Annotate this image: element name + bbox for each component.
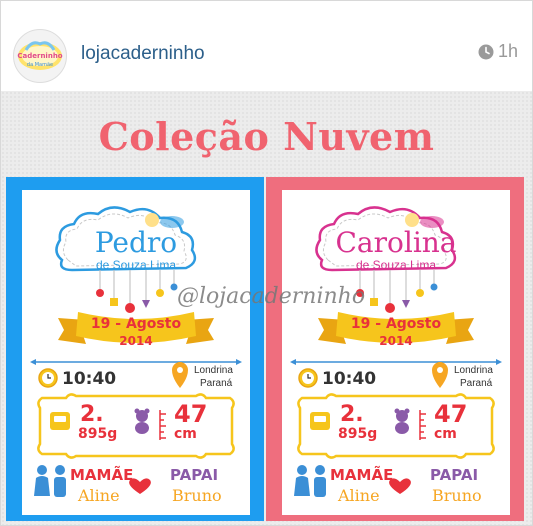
dad-icon <box>314 465 326 497</box>
location-pin-icon <box>432 362 448 388</box>
mom-icon <box>294 465 310 496</box>
ruler-icon <box>160 410 166 440</box>
weight-main: 2. <box>340 402 364 427</box>
birth-card-blue <box>6 177 264 521</box>
birth-time: 10:40 <box>322 369 377 389</box>
teddy-bear-icon <box>395 409 410 435</box>
mom-name: Aline <box>338 486 380 505</box>
mom-name: Aline <box>78 486 120 505</box>
height-unit: cm <box>434 426 457 442</box>
avatar-logo-icon <box>14 30 66 82</box>
svg-text:da Mamãe: da Mamãe <box>26 62 54 68</box>
avatar-text: Caderninho <box>17 52 63 60</box>
mom-icon <box>34 465 50 496</box>
birth-state: Paraná <box>200 378 233 389</box>
height-value: 47 <box>174 400 208 428</box>
teddy-bear-icon <box>135 409 150 435</box>
post-time-label: 1h <box>497 41 518 61</box>
alarm-clock-icon <box>299 369 317 387</box>
card-inner <box>282 190 510 515</box>
baby-last-name: de Souza Lima <box>355 258 437 272</box>
weight-sub: 895g <box>78 426 118 442</box>
weight-main: 2. <box>80 402 104 427</box>
birth-year: 2014 <box>119 334 153 348</box>
height-value: 47 <box>434 400 468 428</box>
birth-city: Londrina <box>454 365 493 376</box>
alarm-clock-icon <box>39 369 57 387</box>
birth-year: 2014 <box>379 334 413 348</box>
birth-time: 10:40 <box>62 369 117 389</box>
birth-city: Londrina <box>194 365 233 376</box>
baby-last-name: de Souza Lima <box>95 258 177 272</box>
clock-icon <box>478 44 494 60</box>
birth-date: 19 - Agosto <box>90 316 182 332</box>
watermark-text: @lojacaderninho <box>177 284 366 309</box>
ruler-icon <box>420 410 426 440</box>
dad-name: Bruno <box>172 486 222 505</box>
dad-label: PAPAI <box>430 466 479 484</box>
post-time <box>478 41 518 62</box>
birth-date: 19 - Agosto <box>350 316 442 332</box>
location-pin-icon <box>172 362 188 388</box>
dad-label: PAPAI <box>170 466 219 484</box>
collection-title: Coleção Nuvem <box>98 114 435 159</box>
baby-first-name: Pedro <box>94 226 178 259</box>
scale-icon <box>310 412 330 430</box>
mom-label: MAMÃE <box>330 466 394 484</box>
baby-first-name: Carolina <box>335 226 457 259</box>
card-inner <box>22 190 250 515</box>
weight-sub: 895g <box>338 426 378 442</box>
dad-name: Bruno <box>432 486 482 505</box>
height-unit: cm <box>174 426 197 442</box>
username-link[interactable]: lojacaderninho <box>81 43 205 64</box>
scale-icon <box>50 412 70 430</box>
birth-card-pink <box>266 177 524 521</box>
dad-icon <box>54 465 66 497</box>
mom-label: MAMÃE <box>70 466 134 484</box>
post-header <box>1 1 532 85</box>
birth-state: Paraná <box>460 378 493 389</box>
profile-avatar[interactable] <box>13 29 67 83</box>
